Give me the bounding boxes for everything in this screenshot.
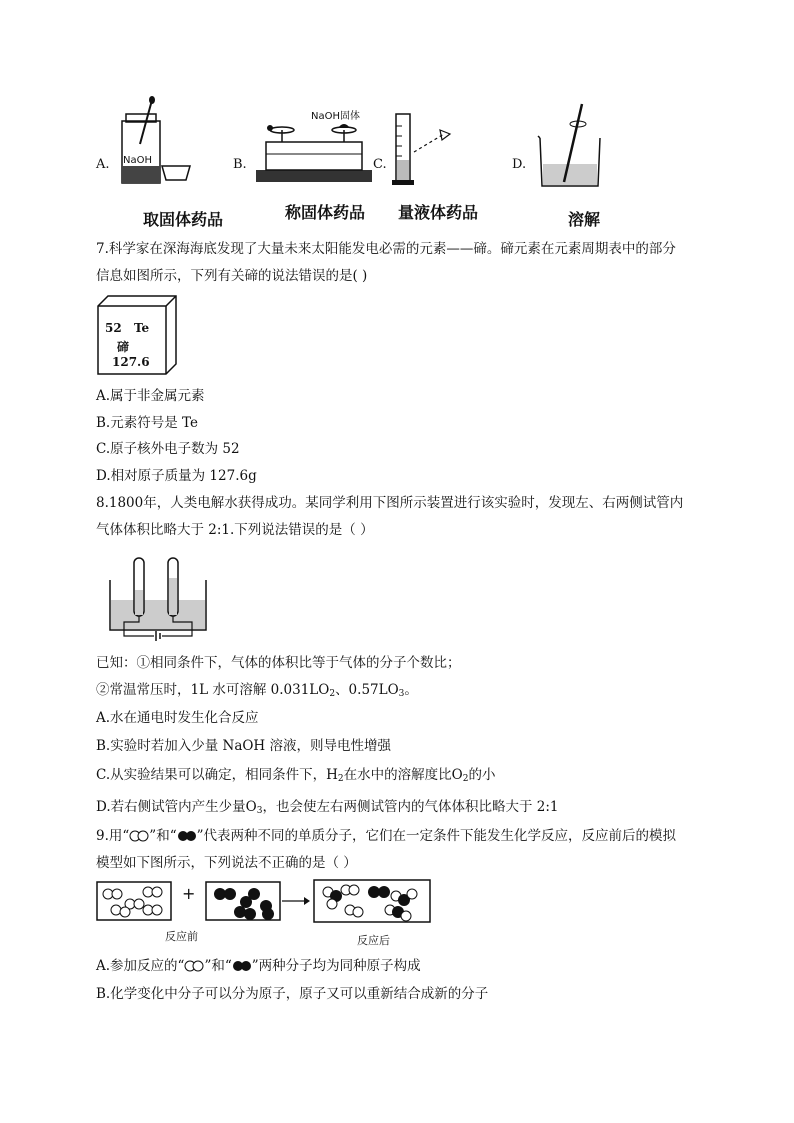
reaction-model-diagram	[96, 880, 436, 924]
dissolve-beaker-illustration	[536, 100, 606, 190]
q8-known-1: 已知：①相同条件下，气体的体积比等于气体的分子个数比；	[96, 655, 461, 671]
black-molecule-icon	[232, 960, 252, 972]
caption-measure-liquid: 量液体药品	[398, 203, 479, 222]
bottle-label: NaOH	[123, 155, 152, 166]
q7-option-b: B.元素符号是 Te	[96, 415, 198, 431]
q9-option-a: A.参加反应的“ ”和“ ”两种分子均为同种原子构成	[96, 958, 421, 974]
balance-illustration	[252, 118, 377, 186]
q8-option-d: D.若右侧试管内产生少量$O_3$，也会使左右两侧试管内的气体体积比略大于 2:1	[96, 799, 559, 816]
option-letter: C.	[373, 157, 387, 172]
element-name: 碲	[117, 340, 130, 354]
option-letter: B.	[233, 157, 247, 172]
white-molecule-icon	[129, 830, 149, 842]
caption-weigh-solid: 称固体药品	[285, 203, 366, 222]
q7-stem-line2: 信息如图所示，下列有关碲的说法错误的是( )	[96, 268, 368, 284]
q8-option-c: C.从实验结果可以确定，相同条件下，$H_2$在水中的溶解度比$O_2$的小	[96, 767, 496, 784]
q8-option-b: B.实验时若加入少量 NaOH 溶液，则导电性增强	[96, 738, 391, 754]
white-molecule-icon	[184, 960, 204, 972]
atomic-number: 52	[105, 321, 122, 335]
atomic-mass: 127.6	[112, 355, 150, 369]
q7-option-d: D.相对原子质量为 127.6g	[96, 468, 257, 484]
q7-option-a: A.属于非金属元素	[96, 388, 205, 404]
black-molecule-icon	[177, 830, 197, 842]
q8-option-a: A.水在通电时发生化合反应	[96, 710, 259, 726]
q9-stem-line2: 模型如下图所示，下列说法不正确的是（ ）	[96, 855, 357, 871]
q9-stem-line1: 9.用“ ”和“ ”代表两种不同的单质分子，它们在一定条件下能发生化学反应，反应前后的模拟	[96, 828, 677, 844]
element-symbol: Te	[134, 321, 150, 335]
electrolysis-apparatus	[108, 550, 208, 642]
q8-stem-line1: 8.1800年，人类电解水获得成功。某同学利用下图所示装置进行该实验时，发现左、右两侧试管内	[96, 495, 684, 511]
label-before-reaction: 反应前	[165, 930, 198, 943]
caption-take-solid: 取固体药品	[143, 210, 224, 229]
option-letter: D.	[512, 157, 527, 172]
solid-sampling-illustration	[110, 96, 200, 191]
caption-dissolve: 溶解	[568, 210, 601, 229]
q7-stem-line1: 7.科学家在深海海底发现了大量未来太阳能发电必需的元素——碲。碲元素在元素周期表中的部分	[96, 241, 676, 257]
label-after-reaction: 反应后	[357, 934, 390, 947]
plus-sign: +	[182, 884, 196, 903]
q8-stem-line2: 气体体积比略大于 2:1.下列说法错误的是（ ）	[96, 522, 374, 538]
q7-option-c: C.原子核外电子数为 52	[96, 441, 240, 457]
q9-option-b: B.化学变化中分子可以分为原子，原子又可以重新结合成新的分子	[96, 986, 489, 1002]
balance-label: NaOH固体	[311, 111, 360, 122]
option-letter: A.	[96, 157, 110, 172]
graduated-cylinder-illustration	[390, 108, 460, 188]
q8-known-2: ②常温常压时，1L 水可溶解 $0.031LO_2$、$0.57LO_3$。	[96, 682, 418, 699]
